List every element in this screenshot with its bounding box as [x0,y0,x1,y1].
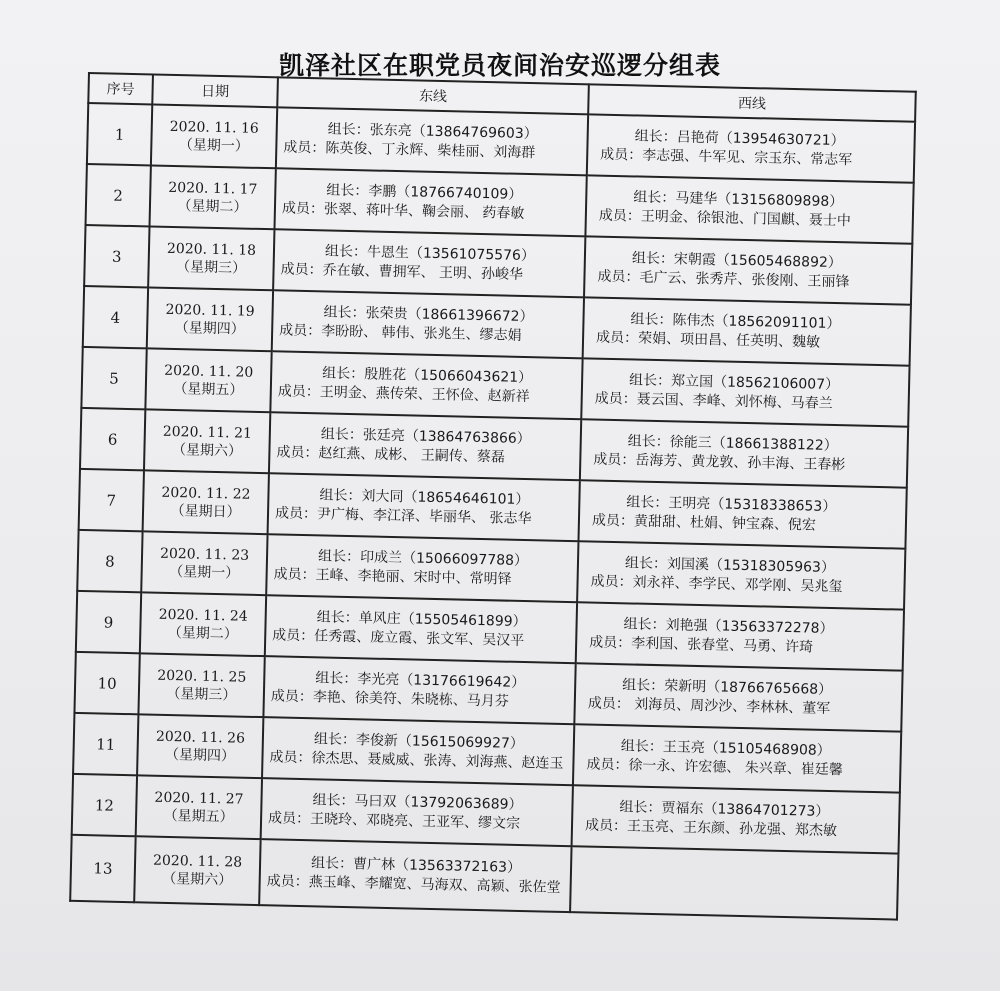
east-line-cell [261,778,573,846]
east-leader: 组长：李光亮（13176619642） [315,669,526,691]
date-cell [145,348,271,412]
header-no: 序号 [88,73,153,104]
east-leader: 组长：刘大同（18654646101） [319,486,530,508]
date-text: 2020. 11. 20 [164,362,254,381]
east-leader: 组长：张廷亮（13864763866） [320,425,531,447]
east-members: 成员：陈英俊、丁永辉、柴桂丽、刘海群 [283,138,536,161]
west-leader: 组长：刘艳强（13563372278） [623,615,834,637]
date-cell [138,653,264,717]
west-line-cell [576,602,904,670]
east-members: 成员：徐杰思、聂威威、张涛、刘海燕、赵连玉 [269,748,564,772]
date-cell [143,470,269,534]
row-number: 11 [73,713,138,775]
east-line-cell [269,412,581,480]
date-text: 2020. 11. 24 [158,606,248,625]
east-leader: 组长：马曰双（13792063689） [312,791,523,813]
west-line-cell [570,846,898,919]
west-line-cell [577,541,905,609]
patrol-schedule-table [69,72,917,921]
east-members: 成员：王晓玲、邓晓亮、王亚军、缪文宗 [267,809,521,832]
weekday-text: （星期一） [169,563,240,582]
west-leader: 组长：荣新明（18766765668） [622,676,833,698]
date-text: 2020. 11. 16 [169,118,259,137]
row-number: 9 [76,591,141,653]
east-leader: 组长：殷胜花（15066043621） [322,364,533,386]
row-number: 7 [79,469,144,531]
west-line-cell [581,358,909,426]
row-number: 2 [86,164,151,226]
east-members: 成员：张翠、蒋叶华、鞠会丽、 药春敏 [281,199,525,222]
west-members: 成员：岳海芳、黄龙敦、孙丰海、王春彬 [593,451,846,473]
west-members: 成员：李志强、牛军见、宗玉东、常志军 [600,146,853,168]
date-text: 2020. 11. 19 [165,301,255,320]
east-members: 成员：王峰、李艳丽、宋时中、常明铎 [273,565,512,588]
west-leader: 组长：王明亮（15318338653） [626,493,837,515]
weekday-text: （星期四） [174,319,245,338]
weekday-text: （星期六） [162,870,233,889]
east-line-cell [265,595,577,663]
west-line-cell [578,480,906,548]
row-number: 12 [72,774,137,836]
date-cell [141,531,267,595]
weekday-text: （星期一） [178,136,250,155]
west-members: 成员： 刘海员、周沙沙、李林林、董军 [587,695,831,717]
date-text: 2020. 11. 22 [161,484,251,503]
west-members [578,879,893,886]
header-west-line: 西线 [588,84,916,121]
east-leader: 组长：张荣贵（18661396672） [323,303,534,325]
east-leader: 组长：牛恩生（13561075576） [324,242,536,264]
west-leader: 组长：贾福东（13864701273） [619,798,830,820]
east-line-cell [273,229,585,297]
west-leader: 组长：郑立国（18562106007） [628,371,840,393]
west-members: 成员：荣娟、项田昌、任英明、魏敏 [595,329,821,351]
west-members: 成员：刘永祥、李学民、邓学刚、吴兆玺 [590,573,843,595]
west-members: 成员：李利国、张春堂、马勇、许琦 [589,634,814,656]
east-line-cell [270,351,582,419]
east-leader: 组长：李俊新（15615069927） [313,730,525,752]
west-line-cell [574,663,902,731]
west-leader: 组长：王玉亮（15105468908） [620,737,831,759]
date-text: 2020. 11. 23 [159,545,250,564]
date-text: 2020. 11. 21 [162,423,253,442]
east-members: 成员：任秀霞、庞立霞、张文军、吴汉平 [272,626,525,649]
east-members: 成员：燕玉峰、李耀宽、马海双、高颖、张佐堂 [266,873,561,896]
west-line-cell [572,785,900,853]
date-text: 2020. 11. 25 [157,667,247,686]
west-line-cell [584,236,912,304]
east-line-cell [259,839,571,912]
east-line-cell [272,290,584,358]
date-text: 2020. 11. 26 [155,728,246,747]
row-number: 10 [74,652,139,714]
east-members: 成员：王明金、燕传荣、王怀俭、赵新祥 [277,382,530,405]
weekday-text: （星期五） [163,807,234,825]
west-line-cell [580,419,908,487]
east-leader: 组长：李鹏（18766740109） [326,181,523,203]
date-cell [150,165,276,229]
date-cell [136,775,262,839]
east-members: 成员：李艳、徐美符、朱晓栋、马月芬 [270,687,510,710]
east-line-cell [276,107,588,175]
row-number: 5 [81,347,146,409]
west-line-cell [573,724,901,792]
west-line-cell [585,175,913,243]
east-members: 成员：尹广梅、李江泽、毕丽华、 张志华 [274,504,532,527]
date-cell [140,592,266,656]
west-leader: 组长：宋朝霞（15605468892） [631,249,843,271]
west-leader: 组长：徐能三（18661388122） [627,432,838,454]
east-leader: 组长：张东亮（13864769603） [327,120,538,142]
date-text: 2020. 11. 17 [168,179,258,198]
west-members: 成员：聂云国、李峰、刘怀梅、马春兰 [594,390,833,412]
date-cell [147,287,273,351]
header-east-line: 东线 [277,77,589,114]
west-leader: 组长：陈伟杰（18562091101） [630,310,841,332]
east-line-cell [268,473,580,541]
east-members: 成员：乔在敏、曹拥军、 王明、孙峻华 [280,260,524,283]
east-members: 成员：李盼盼、 韩伟、张兆生、缪志娟 [279,321,522,344]
west-line-cell [583,297,911,365]
row-number: 3 [84,225,149,287]
weekday-text: （星期四） [164,746,236,765]
west-members: 成员：王玉亮、王东颜、孙龙强、郑杰敏 [584,816,838,839]
weekday-text: （星期日） [170,502,241,521]
weekday-text: （星期六） [171,441,243,460]
row-number: 1 [87,103,152,165]
west-line-cell [587,114,915,182]
weekday-text: （星期三） [175,258,247,277]
west-members: 成员：黄甜甜、杜娟、钟宝森、倪宏 [591,512,817,534]
east-leader: 组长：单风庄（15505461899） [316,608,527,630]
row-number: 4 [83,286,148,348]
date-cell [148,226,274,290]
weekday-text: （星期二） [177,197,248,216]
date-text: 2020. 11. 28 [152,852,243,871]
weekday-text: （星期三） [166,685,237,704]
date-cell [137,714,263,778]
row-number: 6 [80,408,145,470]
east-line-cell [266,534,578,602]
weekday-text: （星期二） [167,624,238,643]
west-members: 成员：毛广云、张秀芹、张俊刚、王丽锋 [597,268,850,290]
table-body [70,103,915,920]
east-members: 成员：赵红燕、成彬、 王嗣传、蔡磊 [276,443,506,466]
date-cell [144,409,270,473]
east-line-cell [262,717,574,785]
east-leader: 组长：印成兰（15066097788） [317,547,529,569]
date-cell [134,836,260,905]
west-leader: 组长：吕艳荷（13954630721） [634,127,845,149]
header-date: 日期 [152,74,278,107]
date-text: 2020. 11. 27 [154,789,244,808]
east-leader: 组长：曹广林（13563372163） [310,855,522,877]
west-leader: 组长：马建华（13156809898） [633,188,844,210]
west-leader: 组长：刘国溪（15318305963） [624,554,836,576]
east-line-cell [274,168,586,236]
west-members: 成员：徐一永、许宏德、 朱兴章、崔廷馨 [586,755,843,778]
west-members: 成员：王明金、徐银池、门国麒、聂士中 [598,207,852,229]
document-title: 凯泽社区在职党员夜间治安巡逻分组表 [278,51,721,80]
east-line-cell [263,656,575,724]
row-number: 8 [77,530,142,592]
date-text: 2020. 11. 18 [166,240,257,259]
date-cell [151,104,277,168]
weekday-text: （星期五） [173,380,244,399]
west-leader [578,879,893,886]
row-number: 13 [70,835,135,902]
